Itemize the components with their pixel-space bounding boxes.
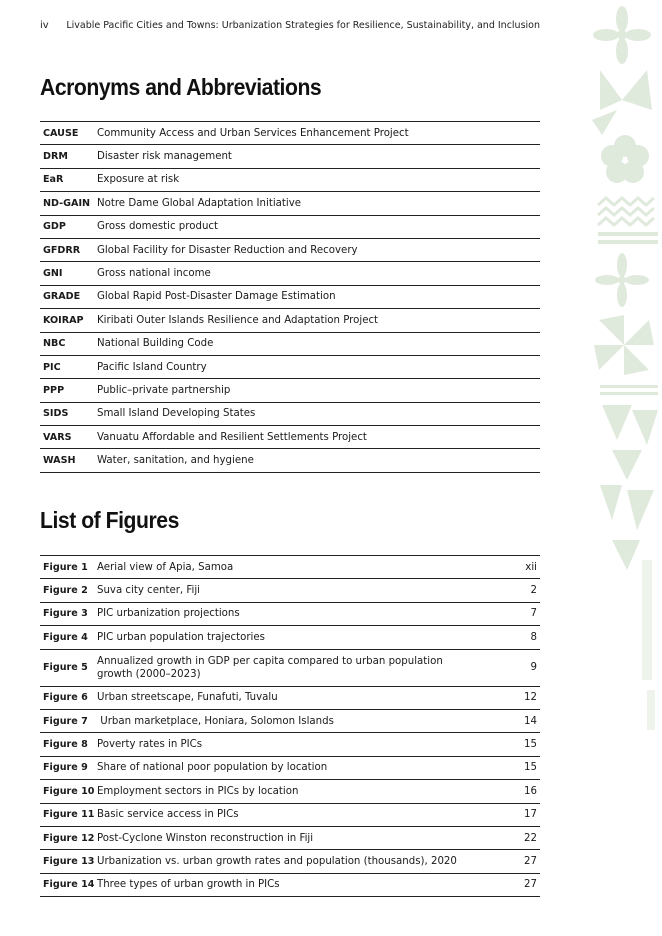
acronym-definition: Exposure at risk	[97, 168, 540, 191]
acronym-abbr: GFDRR	[40, 238, 97, 261]
flower-icon-2	[595, 253, 649, 307]
acronyms-heading: Acronyms and Abbreviations	[40, 74, 322, 100]
figure-row[interactable]	[40, 709, 540, 732]
figure-caption[interactable]: Aerial view of Apia, Samoa	[97, 556, 494, 579]
figure-label: Figure 10	[40, 780, 97, 803]
acronym-definition: Kiribati Outer Islands Resilience and Adaptation Project	[97, 309, 540, 332]
figure-caption[interactable]: PIC urbanization projections	[97, 602, 494, 625]
acronym-abbr: KOIRAP	[40, 309, 97, 332]
figure-row[interactable]	[40, 733, 540, 756]
acronym-row	[40, 122, 540, 145]
figure-caption[interactable]: Annualized growth in GDP per capita compared to urban population growth (2000–2023)	[97, 649, 494, 686]
figure-label: Figure 14	[40, 873, 97, 896]
figure-caption[interactable]: Share of national poor population by location	[97, 756, 494, 779]
figure-label: Figure 9	[40, 756, 97, 779]
tapa-stripe-icon	[600, 405, 658, 570]
figure-row[interactable]	[40, 873, 540, 896]
figure-label: Figure 8	[40, 733, 97, 756]
acronym-row	[40, 309, 540, 332]
acronym-definition: Vanuatu Affordable and Resilient Settlements Project	[97, 426, 540, 449]
figure-label: Figure 12	[40, 826, 97, 849]
figure-caption[interactable]: Employment sectors in PICs by location	[97, 780, 494, 803]
acronym-abbr: NBC	[40, 332, 97, 355]
acronym-abbr: GRADE	[40, 285, 97, 308]
figure-row[interactable]	[40, 579, 540, 602]
figure-page[interactable]: xii	[494, 556, 540, 579]
figure-page[interactable]: 7	[494, 602, 540, 625]
figures-table	[40, 555, 540, 897]
acronym-abbr: PIC	[40, 355, 97, 378]
acronym-definition: Notre Dame Global Adaptation Initiative	[97, 192, 540, 215]
figure-label: Figure 2	[40, 579, 97, 602]
figure-label: Figure 4	[40, 626, 97, 649]
figure-page[interactable]: 15	[494, 733, 540, 756]
figure-page[interactable]: 2	[494, 579, 540, 602]
acronym-row	[40, 238, 540, 261]
figure-caption[interactable]: Basic service access in PICs	[97, 803, 494, 826]
acronym-definition: Disaster risk management	[97, 145, 540, 168]
acronym-definition: Pacific Island Country	[97, 355, 540, 378]
figure-row[interactable]	[40, 803, 540, 826]
acronym-abbr: DRM	[40, 145, 97, 168]
acronym-abbr: VARS	[40, 426, 97, 449]
acronym-abbr: GDP	[40, 215, 97, 238]
page-number: iv	[40, 20, 49, 31]
figure-label: Figure 1	[40, 556, 97, 579]
figure-label: Figure 7	[40, 709, 97, 732]
acronym-definition: Water, sanitation, and hygiene	[97, 449, 540, 472]
figure-row[interactable]	[40, 556, 540, 579]
figure-caption[interactable]: Urban streetscape, Funafuti, Tuvalu	[97, 686, 494, 709]
figure-caption[interactable]: Urbanization vs. urban growth rates and population (thousands), 2020	[97, 850, 494, 873]
acronym-row	[40, 145, 540, 168]
acronym-abbr: CAUSE	[40, 122, 97, 145]
figure-caption[interactable]: Poverty rates in PICs	[97, 733, 494, 756]
acronyms-table	[40, 121, 540, 473]
acronym-definition: Gross domestic product	[97, 215, 540, 238]
triangle-pattern-icon	[592, 70, 652, 135]
figure-caption[interactable]: Post-Cyclone Winston reconstruction in Fiji	[97, 826, 494, 849]
figure-row[interactable]	[40, 850, 540, 873]
acronym-abbr: ND-GAIN	[40, 192, 97, 215]
pinwheel-icon	[594, 315, 654, 375]
figure-label: Figure 5	[40, 649, 97, 686]
acronym-abbr: SIDS	[40, 402, 97, 425]
acronym-row	[40, 426, 540, 449]
acronym-abbr: EaR	[40, 168, 97, 191]
figure-page[interactable]: 27	[494, 873, 540, 896]
figure-page[interactable]: 16	[494, 780, 540, 803]
figure-caption[interactable]: Three types of urban growth in PICs	[97, 873, 494, 896]
acronym-abbr: PPP	[40, 379, 97, 402]
figure-row[interactable]	[40, 780, 540, 803]
figure-page[interactable]: 22	[494, 826, 540, 849]
figure-page[interactable]: 27	[494, 850, 540, 873]
acronym-definition: Gross national income	[97, 262, 540, 285]
figure-row[interactable]	[40, 626, 540, 649]
acronym-definition: Global Facility for Disaster Reduction and Recovery	[97, 238, 540, 261]
figure-label: Figure 11	[40, 803, 97, 826]
figure-page[interactable]: 12	[494, 686, 540, 709]
figure-page[interactable]: 9	[494, 649, 540, 686]
decorative-pattern	[592, 0, 662, 936]
figure-page[interactable]: 8	[494, 626, 540, 649]
acronym-row	[40, 215, 540, 238]
acronym-row	[40, 402, 540, 425]
figure-page[interactable]: 15	[494, 756, 540, 779]
figure-row[interactable]	[40, 826, 540, 849]
acronym-definition: Global Rapid Post-Disaster Damage Estimation	[97, 285, 540, 308]
figures-heading: List of Figures	[40, 507, 179, 533]
flower-icon	[593, 6, 651, 64]
acronym-row	[40, 285, 540, 308]
figure-row[interactable]	[40, 649, 540, 686]
acronym-row	[40, 262, 540, 285]
running-title: Livable Pacific Cities and Towns: Urbanization Strategies for Resilience, Sustainability, and Inclusion	[66, 20, 540, 31]
acronym-abbr: GNI	[40, 262, 97, 285]
figure-row[interactable]	[40, 686, 540, 709]
acronym-definition: Community Access and Urban Services Enhancement Project	[97, 122, 540, 145]
acronym-abbr: WASH	[40, 449, 97, 472]
figure-caption[interactable]: Suva city center, Fiji	[97, 579, 494, 602]
acronym-definition: National Building Code	[97, 332, 540, 355]
figure-caption[interactable]: PIC urban population trajectories	[97, 626, 494, 649]
acronym-definition: Small Island Developing States	[97, 402, 540, 425]
acronym-row	[40, 192, 540, 215]
acronym-row	[40, 449, 540, 472]
acronym-row	[40, 168, 540, 191]
figure-row[interactable]	[40, 756, 540, 779]
acronym-row	[40, 355, 540, 378]
figure-label: Figure 6	[40, 686, 97, 709]
acronym-definition: Public–private partnership	[97, 379, 540, 402]
acronym-row	[40, 379, 540, 402]
figure-label: Figure 3	[40, 602, 97, 625]
zigzag-icon	[598, 198, 654, 225]
figure-row[interactable]	[40, 602, 540, 625]
figure-page[interactable]: 17	[494, 803, 540, 826]
hibiscus-icon	[601, 135, 649, 183]
figure-label: Figure 13	[40, 850, 97, 873]
figure-caption[interactable]: Urban marketplace, Honiara, Solomon Islands	[97, 709, 494, 732]
acronym-row	[40, 332, 540, 355]
figure-page[interactable]: 14	[494, 709, 540, 732]
